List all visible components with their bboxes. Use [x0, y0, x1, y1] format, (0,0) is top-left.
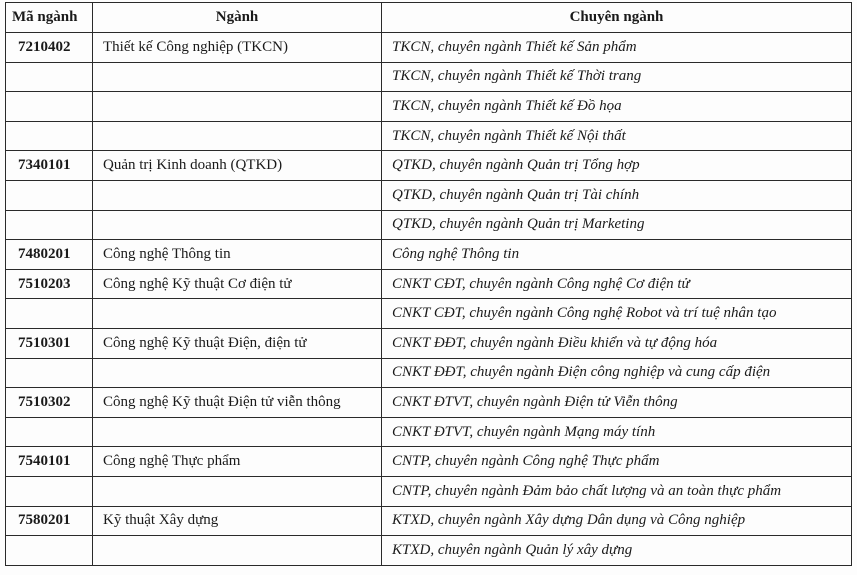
majors-table — [5, 2, 852, 566]
major-name-cell — [93, 299, 382, 329]
table-row — [6, 476, 852, 506]
major-name-cell — [93, 121, 382, 151]
table-row — [6, 121, 852, 151]
specialization-cell: TKCN, chuyên ngành Thiết kế Đồ họa — [382, 92, 852, 122]
major-name-cell: Kỹ thuật Xây dựng — [93, 506, 382, 536]
specialization-cell: CNKT CĐT, chuyên ngành Công nghệ Robot và trí tuệ nhân tạo — [382, 299, 852, 329]
specialization-cell: CNTP, chuyên ngành Đảm bảo chất lượng và an toàn thực phẩm — [382, 476, 852, 506]
major-code-cell: 7210402 — [6, 33, 93, 63]
major-code-cell: 7480201 — [6, 240, 93, 270]
table-row — [6, 328, 852, 358]
major-code-cell — [6, 62, 93, 92]
major-name-cell: Công nghệ Kỹ thuật Cơ điện tử — [93, 269, 382, 299]
specialization-cell: TKCN, chuyên ngành Thiết kế Nội thất — [382, 121, 852, 151]
major-name-cell: Thiết kế Công nghiệp (TKCN) — [93, 33, 382, 63]
major-name-cell — [93, 210, 382, 240]
major-name-cell: Công nghệ Thực phẩm — [93, 447, 382, 477]
major-name-cell — [93, 476, 382, 506]
specialization-cell: TKCN, chuyên ngành Thiết kế Sản phẩm — [382, 33, 852, 63]
specialization-cell: CNKT ĐĐT, chuyên ngành Điều khiển và tự động hóa — [382, 328, 852, 358]
table-row — [6, 180, 852, 210]
table-row — [6, 210, 852, 240]
major-code-cell — [6, 210, 93, 240]
major-name-cell — [93, 358, 382, 388]
major-code-cell — [6, 358, 93, 388]
major-name-cell: Công nghệ Kỹ thuật Điện tử viễn thông — [93, 388, 382, 418]
major-code-cell: 7540101 — [6, 447, 93, 477]
specialization-cell: QTKD, chuyên ngành Quản trị Tài chính — [382, 180, 852, 210]
major-code-cell: 7340101 — [6, 151, 93, 181]
table-row — [6, 536, 852, 566]
major-code-cell: 7580201 — [6, 506, 93, 536]
table-row — [6, 299, 852, 329]
major-name-cell: Công nghệ Thông tin — [93, 240, 382, 270]
major-name-cell — [93, 180, 382, 210]
table-row — [6, 417, 852, 447]
table-row — [6, 388, 852, 418]
major-name-cell: Công nghệ Kỹ thuật Điện, điện tử — [93, 328, 382, 358]
table-row — [6, 358, 852, 388]
major-code-cell — [6, 180, 93, 210]
major-code-cell — [6, 536, 93, 566]
table-row — [6, 151, 852, 181]
table-row — [6, 92, 852, 122]
major-name-cell — [93, 62, 382, 92]
major-name-cell — [93, 417, 382, 447]
table-row — [6, 269, 852, 299]
specialization-cell: KTXD, chuyên ngành Quản lý xây dựng — [382, 536, 852, 566]
major-code-cell — [6, 92, 93, 122]
table-row — [6, 447, 852, 477]
table-row — [6, 506, 852, 536]
major-code-cell: 7510301 — [6, 328, 93, 358]
table-row — [6, 240, 852, 270]
header-code: Mã ngành — [6, 3, 93, 33]
specialization-cell: KTXD, chuyên ngành Xây dựng Dân dụng và Công nghiệp — [382, 506, 852, 536]
specialization-cell: CNTP, chuyên ngành Công nghệ Thực phẩm — [382, 447, 852, 477]
header-specialization: Chuyên ngành — [382, 3, 852, 33]
header-major: Ngành — [93, 3, 382, 33]
specialization-cell: CNKT CĐT, chuyên ngành Công nghệ Cơ điện tử — [382, 269, 852, 299]
specialization-cell: CNKT ĐTVT, chuyên ngành Điện tử Viễn thông — [382, 388, 852, 418]
specialization-cell: CNKT ĐĐT, chuyên ngành Điện công nghiệp và cung cấp điện — [382, 358, 852, 388]
table-row — [6, 33, 852, 63]
major-name-cell — [93, 536, 382, 566]
major-code-cell: 7510302 — [6, 388, 93, 418]
specialization-cell: QTKD, chuyên ngành Quản trị Tổng hợp — [382, 151, 852, 181]
major-name-cell: Quản trị Kinh doanh (QTKD) — [93, 151, 382, 181]
major-code-cell — [6, 417, 93, 447]
major-code-cell — [6, 299, 93, 329]
specialization-cell: CNKT ĐTVT, chuyên ngành Mạng máy tính — [382, 417, 852, 447]
specialization-cell: QTKD, chuyên ngành Quản trị Marketing — [382, 210, 852, 240]
major-code-cell — [6, 476, 93, 506]
table-header-row — [6, 3, 852, 33]
specialization-cell: TKCN, chuyên ngành Thiết kế Thời trang — [382, 62, 852, 92]
major-code-cell: 7510203 — [6, 269, 93, 299]
major-code-cell — [6, 121, 93, 151]
table-row — [6, 62, 852, 92]
specialization-cell: Công nghệ Thông tin — [382, 240, 852, 270]
major-name-cell — [93, 92, 382, 122]
